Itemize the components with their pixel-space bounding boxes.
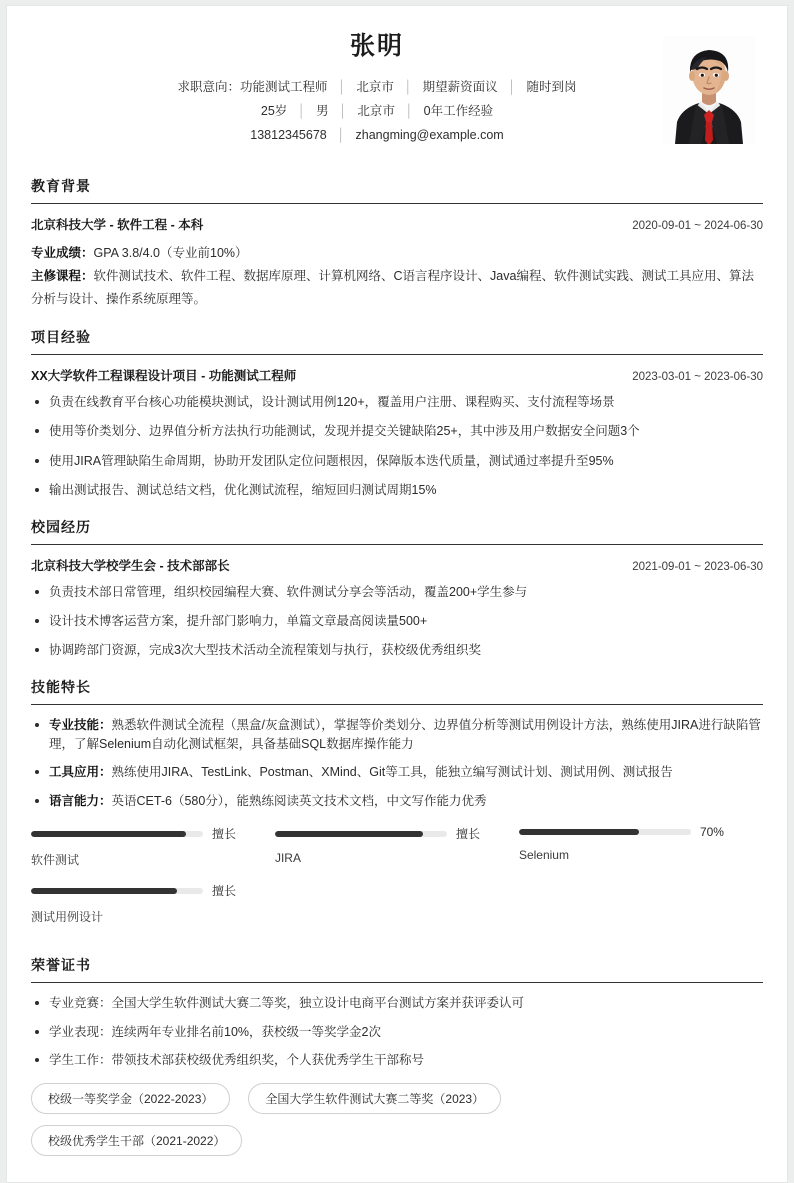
education-school: 北京科技大学 - 软件工程 - 本科 bbox=[31, 217, 204, 232]
separator-icon: │ bbox=[338, 79, 346, 94]
honor-text: 全国大学生软件测试大赛二等奖，独立设计电商平台测试方案并获评委认可 bbox=[111, 996, 525, 1011]
entry-header bbox=[31, 556, 763, 574]
candidate-name: 张明 bbox=[349, 32, 404, 60]
skill-level-label: 擅长 bbox=[212, 884, 237, 899]
entry-header bbox=[31, 366, 763, 384]
resume-card bbox=[6, 5, 788, 1183]
list-item bbox=[31, 792, 763, 811]
section-title-campus: 校园经历 bbox=[31, 518, 91, 535]
skill-name-label: JIRA bbox=[274, 851, 301, 866]
skill-progress-fill bbox=[31, 888, 177, 894]
award-tag: 校级优秀学生干部（2021-2022） bbox=[31, 1125, 242, 1156]
campus-date: 2021-09-01 ~ 2023-06-30 bbox=[632, 560, 763, 573]
entry-header bbox=[31, 215, 763, 233]
skill-label: 专业技能： bbox=[49, 717, 112, 732]
skill-progress-track bbox=[519, 829, 691, 835]
skills-bullet-list bbox=[31, 716, 763, 812]
section-skills bbox=[31, 677, 763, 940]
separator-icon: │ bbox=[297, 103, 306, 118]
list-item: 使用JIRA管理缺陷生命周期，协助开发团队定位问题根因，保障版本迭代质量，测试通过率提升至95% bbox=[31, 452, 763, 471]
email-address[interactable]: zhangming@example.com bbox=[355, 128, 504, 143]
education-courses-value: 软件测试技术、软件工程、数据库原理、计算机网络、C语言程序设计、Java编程、软件测试实践、测试工具应用、算法分析与设计、操作系统原理等。 bbox=[31, 268, 754, 306]
separator-icon: │ bbox=[405, 103, 414, 118]
section-divider bbox=[31, 203, 763, 204]
contact-line-objective bbox=[31, 75, 723, 99]
skill-level-label: 擅长 bbox=[455, 827, 480, 842]
section-divider bbox=[31, 544, 763, 545]
education-gpa-label: 专业成绩： bbox=[31, 245, 94, 260]
list-item: 输出测试报告、测试总结文档，优化测试流程，缩短回归测试周期15% bbox=[31, 481, 763, 500]
skill-bar-row bbox=[275, 825, 519, 842]
section-divider bbox=[31, 354, 763, 355]
honor-label: 专业竞赛： bbox=[49, 996, 112, 1011]
section-campus bbox=[31, 517, 763, 661]
education-gpa-value: GPA 3.8/4.0（专业前10%） bbox=[93, 245, 248, 260]
skill-bar-item bbox=[275, 825, 519, 868]
award-tag: 全国大学生软件测试大赛二等奖（2023） bbox=[248, 1083, 501, 1114]
skill-bar-row bbox=[31, 825, 275, 842]
gender: 男 bbox=[316, 103, 329, 118]
avatar bbox=[663, 36, 755, 144]
avatar-illustration-icon bbox=[663, 36, 755, 144]
list-item: 设计技术博客运营方案，提升部门影响力，单篇文章最高阅读量500+ bbox=[31, 612, 763, 631]
residence-city: 北京市 bbox=[357, 103, 395, 118]
resume-header bbox=[31, 24, 763, 160]
section-title-skills: 技能特长 bbox=[31, 678, 91, 695]
contact-line-personal bbox=[31, 99, 723, 123]
education-date: 2020-09-01 ~ 2024-06-30 bbox=[632, 219, 763, 232]
age: 25岁 bbox=[260, 103, 288, 118]
skill-level-label: 70% bbox=[699, 825, 724, 840]
campus-bullet-list bbox=[31, 583, 763, 661]
section-title-honors: 荣誉证书 bbox=[31, 957, 91, 974]
skill-progress-fill bbox=[275, 831, 423, 837]
work-years: 0年工作经验 bbox=[423, 103, 494, 118]
separator-icon: │ bbox=[339, 103, 347, 118]
skill-bar-item bbox=[31, 825, 275, 868]
project-date: 2023-03-01 ~ 2023-06-30 bbox=[632, 371, 763, 383]
skill-bar-item bbox=[519, 825, 763, 868]
skill-label: 语言能力： bbox=[49, 793, 112, 808]
job-objective: 求职意向：功能测试工程师 bbox=[177, 79, 328, 94]
list-item: 负责技术部日常管理，组织校园编程大赛、软件测试分享会等活动，覆盖200+学生参与 bbox=[31, 583, 763, 602]
skill-name-label: 测试用例设计 bbox=[31, 910, 104, 925]
section-education bbox=[31, 176, 763, 311]
education-entry bbox=[31, 215, 763, 311]
project-entry bbox=[31, 366, 763, 501]
contact-line-reach bbox=[31, 123, 723, 147]
skill-progress-track bbox=[275, 831, 447, 837]
award-tag-list bbox=[31, 1083, 631, 1156]
availability: 随时到岗 bbox=[526, 79, 577, 94]
education-courses-label: 主修课程： bbox=[31, 268, 94, 283]
award-tag: 校级一等奖学金（2022-2023） bbox=[31, 1083, 230, 1114]
skill-bar-row bbox=[31, 882, 275, 899]
job-city: 北京市 bbox=[356, 79, 394, 94]
expected-salary: 期望薪资面议 bbox=[422, 79, 498, 94]
campus-org: 北京科技大学校学生会 - 技术部部长 bbox=[31, 558, 230, 573]
list-item: 负责在线教育平台核心功能模块测试，设计测试用例120+，覆盖用户注册、课程购买、支付流程等场景 bbox=[31, 393, 763, 412]
skill-name-label: 软件测试 bbox=[31, 853, 80, 868]
section-divider bbox=[31, 704, 763, 705]
skill-name-label: Selenium bbox=[518, 848, 569, 863]
section-honors bbox=[31, 955, 763, 1156]
skill-level-label: 擅长 bbox=[212, 827, 237, 842]
skill-label: 工具应用： bbox=[49, 765, 112, 780]
project-name: XX大学软件工程课程设计项目 - 功能测试工程师 bbox=[31, 369, 297, 383]
honor-text: 带领技术部获校级优秀组织奖，个人获优秀学生干部称号 bbox=[111, 1052, 425, 1067]
separator-icon: │ bbox=[404, 79, 413, 94]
contact-block bbox=[31, 75, 763, 148]
education-gpa-line bbox=[31, 242, 763, 265]
skill-bar-row bbox=[519, 825, 763, 839]
skill-bar-item bbox=[31, 882, 275, 925]
list-item bbox=[31, 994, 763, 1013]
project-bullet-list bbox=[31, 393, 763, 501]
education-courses-line bbox=[31, 265, 763, 311]
list-item: 使用等价类划分、边界值分析方法执行功能测试，发现并提交关键缺陷25+，其中涉及用户数据安全问题3个 bbox=[31, 422, 763, 441]
honor-label: 学生工作： bbox=[49, 1052, 112, 1067]
list-item: 协调跨部门资源，完成3次大型技术活动全流程策划与执行，获校级优秀组织奖 bbox=[31, 641, 763, 660]
honor-label: 学业表现： bbox=[49, 1024, 112, 1039]
section-title-education: 教育背景 bbox=[31, 177, 91, 194]
honors-bullet-list bbox=[31, 994, 763, 1070]
skill-progress-fill bbox=[519, 829, 639, 835]
skill-text: 熟悉软件测试全流程（黑盒/灰盒测试），掌握等价类划分、边界值分析等测试用例设计方法，熟练使用JIRA进行缺陷管理，了解Selenium自动化测试框架，具备基础SQL数据库操作能力 bbox=[49, 717, 761, 751]
skill-text: 英语CET-6（580分），能熟练阅读英文技术文档，中文写作能力优秀 bbox=[111, 793, 487, 808]
section-title-project: 项目经验 bbox=[31, 329, 91, 345]
separator-icon: │ bbox=[508, 79, 516, 94]
section-project bbox=[31, 327, 763, 501]
skill-bar-grid bbox=[31, 825, 763, 939]
phone-number[interactable]: 13812345678 bbox=[250, 128, 327, 143]
skill-progress-track bbox=[31, 888, 203, 894]
list-item bbox=[31, 1051, 763, 1070]
list-item bbox=[31, 763, 763, 782]
honor-text: 连续两年专业排名前10%，获校级一等奖学金2次 bbox=[111, 1024, 381, 1039]
skill-progress-fill bbox=[31, 831, 186, 837]
section-divider bbox=[31, 982, 763, 983]
campus-entry bbox=[31, 556, 763, 661]
skill-text: 熟练使用JIRA、TestLink、Postman、XMind、Git等工具，能独立编写测试计划、测试用例、测试报告 bbox=[111, 765, 673, 780]
list-item bbox=[31, 716, 763, 755]
list-item bbox=[31, 1023, 763, 1042]
separator-icon: │ bbox=[337, 128, 346, 143]
skill-progress-track bbox=[31, 831, 203, 837]
